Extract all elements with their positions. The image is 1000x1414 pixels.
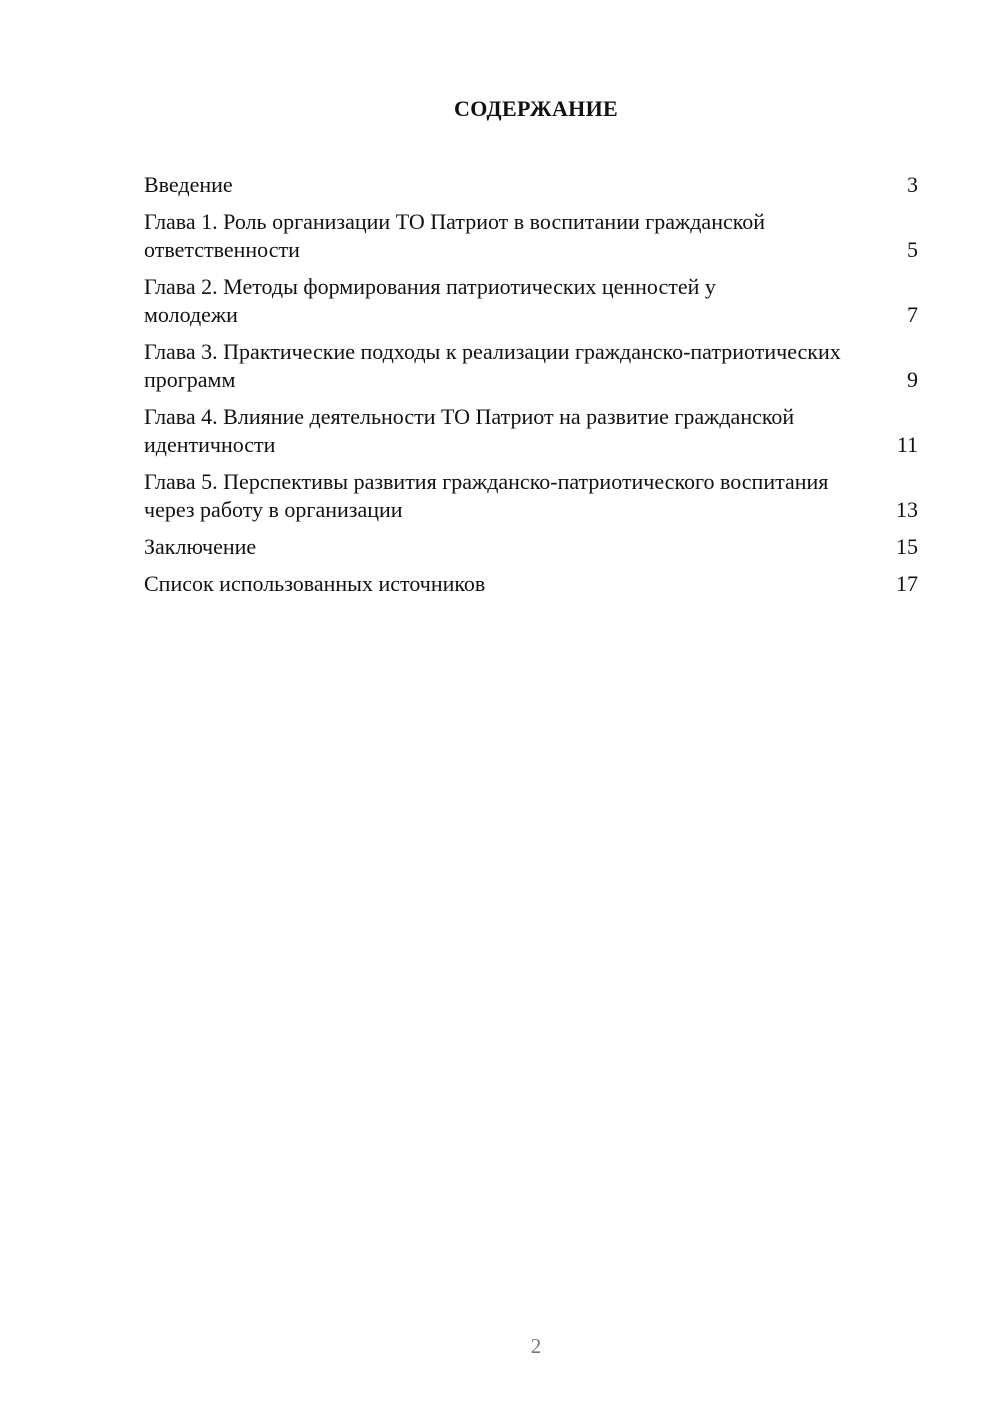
toc-entry-text: Список использованных источников: [144, 571, 486, 596]
toc-entry-chapter-5[interactable]: [144, 468, 918, 524]
toc-entry-page: 15: [896, 534, 918, 559]
toc-entry-page: 3: [907, 172, 918, 197]
toc-entry-text: Введение: [144, 172, 233, 197]
toc-entry-text: Заключение: [144, 534, 257, 559]
toc-entry-page: 7: [907, 302, 918, 327]
toc-entry-text: Глава 5. Перспективы развития гражданско-патриотического воспитания через работу в организации: [144, 469, 829, 522]
toc-entry-text: Глава 2. Методы формирования патриотических ценностей у молодежи: [144, 274, 716, 327]
toc-entry-text: Глава 1. Роль организации ТО Патриот в воспитании гражданской ответственности: [144, 209, 766, 262]
toc-entry-page: 17: [896, 571, 918, 596]
page-title: СОДЕРЖАНИЕ: [454, 96, 618, 121]
toc-entry-page: 13: [896, 497, 918, 522]
page-number: 2: [530, 1334, 542, 1358]
toc-entry-introduction[interactable]: [144, 171, 918, 199]
toc-entry-text: Глава 4. Влияние деятельности ТО Патриот на развитие гражданской идентичности: [144, 404, 795, 457]
toc-entry-chapter-1[interactable]: [144, 208, 918, 264]
table-of-contents: [144, 171, 918, 607]
toc-entry-conclusion[interactable]: [144, 533, 918, 561]
toc-entry-text: Глава 3. Практические подходы к реализации гражданско-патриотических программ: [144, 339, 841, 392]
toc-entry-page: 9: [907, 367, 918, 392]
toc-entry-page: 11: [896, 432, 918, 457]
toc-entry-chapter-2[interactable]: [144, 273, 918, 329]
toc-entry-chapter-3[interactable]: [144, 338, 918, 394]
toc-entry-references[interactable]: [144, 570, 918, 598]
toc-entry-page: 5: [907, 237, 918, 262]
toc-entry-chapter-4[interactable]: [144, 403, 918, 459]
